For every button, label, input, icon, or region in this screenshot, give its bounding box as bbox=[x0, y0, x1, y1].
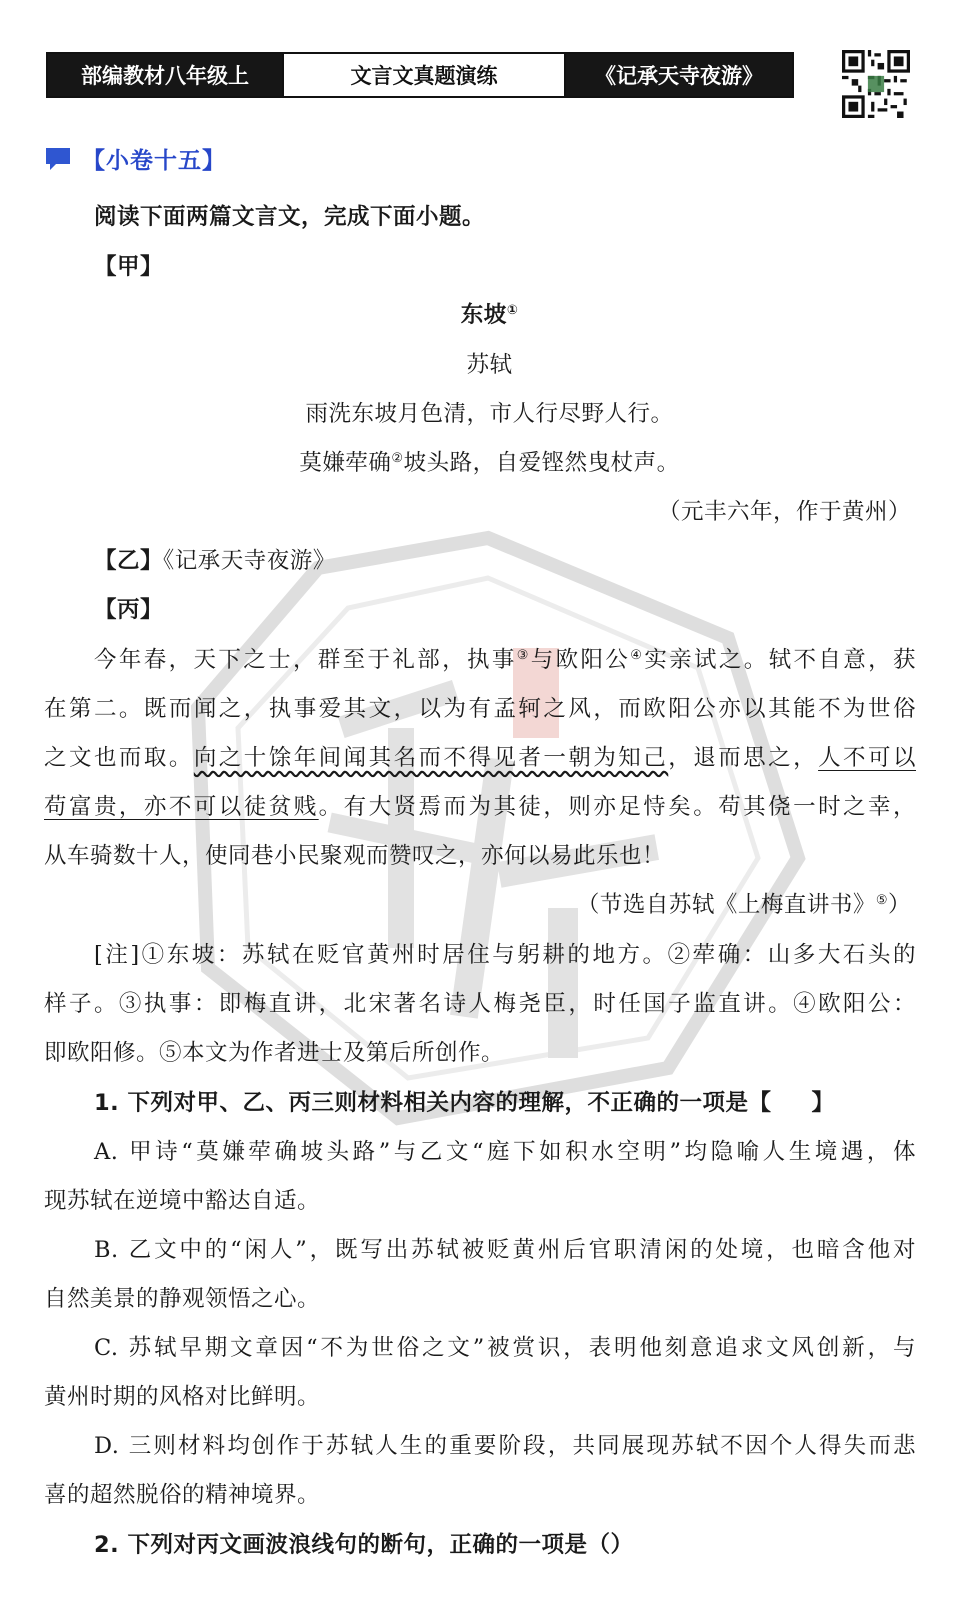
poem-title: 东坡① bbox=[460, 302, 519, 328]
section-label: 【小卷十五】 bbox=[82, 148, 226, 174]
qr-code-icon bbox=[842, 50, 910, 118]
option-c-line-2: 黄州时期的风格对比鲜明。 bbox=[44, 1384, 321, 1410]
header-topic: 文言文真题演练 bbox=[282, 54, 566, 96]
header-bar bbox=[46, 52, 794, 98]
poem-line-1: 雨洗东坡月色清，市人行尽野人行。 bbox=[305, 401, 674, 427]
question-1-stem: 1. 下列对甲、乙、丙三则材料相关内容的理解，不正确的一项是【 】 bbox=[94, 1090, 835, 1116]
header-grade: 部编教材八年级上 bbox=[48, 54, 282, 96]
note-line-1: [注]①东坡：苏轼在贬官黄州时居住与躬耕的地方。②荦确：山多大石头的 bbox=[94, 942, 916, 968]
bing-line-3: 之文也而取。向之十馀年间闻其名而不得见者一朝为知己，退而思之，人不可以 bbox=[44, 745, 916, 771]
section-heading bbox=[44, 142, 226, 175]
bing-source: （节选自苏轼《上梅直讲书》⑤） bbox=[576, 892, 911, 918]
option-d-line-2: 喜的超然脱俗的精神境界。 bbox=[44, 1482, 321, 1508]
underlined-sentence-part1: 人不可以 bbox=[818, 745, 916, 771]
label-bing: 【丙】 bbox=[94, 597, 164, 623]
instruction-text: 阅读下面两篇文言文，完成下面小题。 bbox=[94, 204, 486, 230]
bing-line-4: 苟富贵，亦不可以徒贫贱。有大贤焉而为其徒，则亦足恃矣。苟其侥一时之幸， bbox=[44, 794, 916, 820]
underlined-sentence-part2: 苟富贵，亦不可以徒贫贱 bbox=[44, 794, 319, 820]
label-yi: 【乙】《记承天寺夜游》 bbox=[94, 548, 336, 574]
wavy-underlined-sentence: 向之十馀年间闻其名而不得见者一朝为知己 bbox=[193, 745, 669, 771]
option-c-line-1: C. 苏轼早期文章因“不为世俗之文”被赏识，表明他刻意追求文风创新，与 bbox=[94, 1335, 916, 1361]
poem-author: 苏轼 bbox=[466, 352, 513, 378]
option-d-line-1: D. 三则材料均创作于苏轼人生的重要阶段，共同展现苏轼不因个人得失而悲 bbox=[94, 1433, 916, 1459]
bing-line-1: 今年春，天下之士，群至于礼部，执事③与欧阳公④实亲试之。轼不自意，获 bbox=[94, 647, 916, 673]
speech-bubble-icon bbox=[44, 144, 74, 174]
header-lesson: 《记承天寺夜游》 bbox=[566, 54, 792, 96]
bing-line-2: 在第二。既而闻之，执事爱其文，以为有孟轲之风，而欧阳公亦以其能不为世俗 bbox=[44, 696, 916, 722]
option-a-line-2: 现苏轼在逆境中豁达自适。 bbox=[44, 1188, 321, 1214]
note-line-2: 样子。③执事：即梅直讲，北宋著名诗人梅尧臣，时任国子监直讲。④欧阳公： bbox=[44, 991, 916, 1017]
option-a-line-1: A. 甲诗“莫嫌荦确坡头路”与乙文“庭下如积水空明”均隐喻人生境遇，体 bbox=[94, 1139, 916, 1165]
poem-line-2: 莫嫌荦确②坡头路，自爱铿然曳杖声。 bbox=[299, 450, 680, 476]
question-2-stem: 2. 下列对丙文画波浪线句的断句，正确的一项是（） bbox=[94, 1532, 634, 1558]
label-jia: 【甲】 bbox=[94, 254, 164, 280]
bing-line-5: 从车骑数十人，使同巷小民聚观而赞叹之，亦何以易此乐也！ bbox=[44, 843, 666, 869]
option-b-line-1: B. 乙文中的“闲人”，既写出苏轼被贬黄州后官职清闲的处境，也暗含他对 bbox=[94, 1237, 916, 1263]
note-line-3: 即欧阳修。⑤本文为作者进士及第后所创作。 bbox=[44, 1040, 505, 1066]
poem-source: （元丰六年，作于黄州） bbox=[657, 499, 911, 525]
option-b-line-2: 自然美景的静观领悟之心。 bbox=[44, 1286, 321, 1312]
